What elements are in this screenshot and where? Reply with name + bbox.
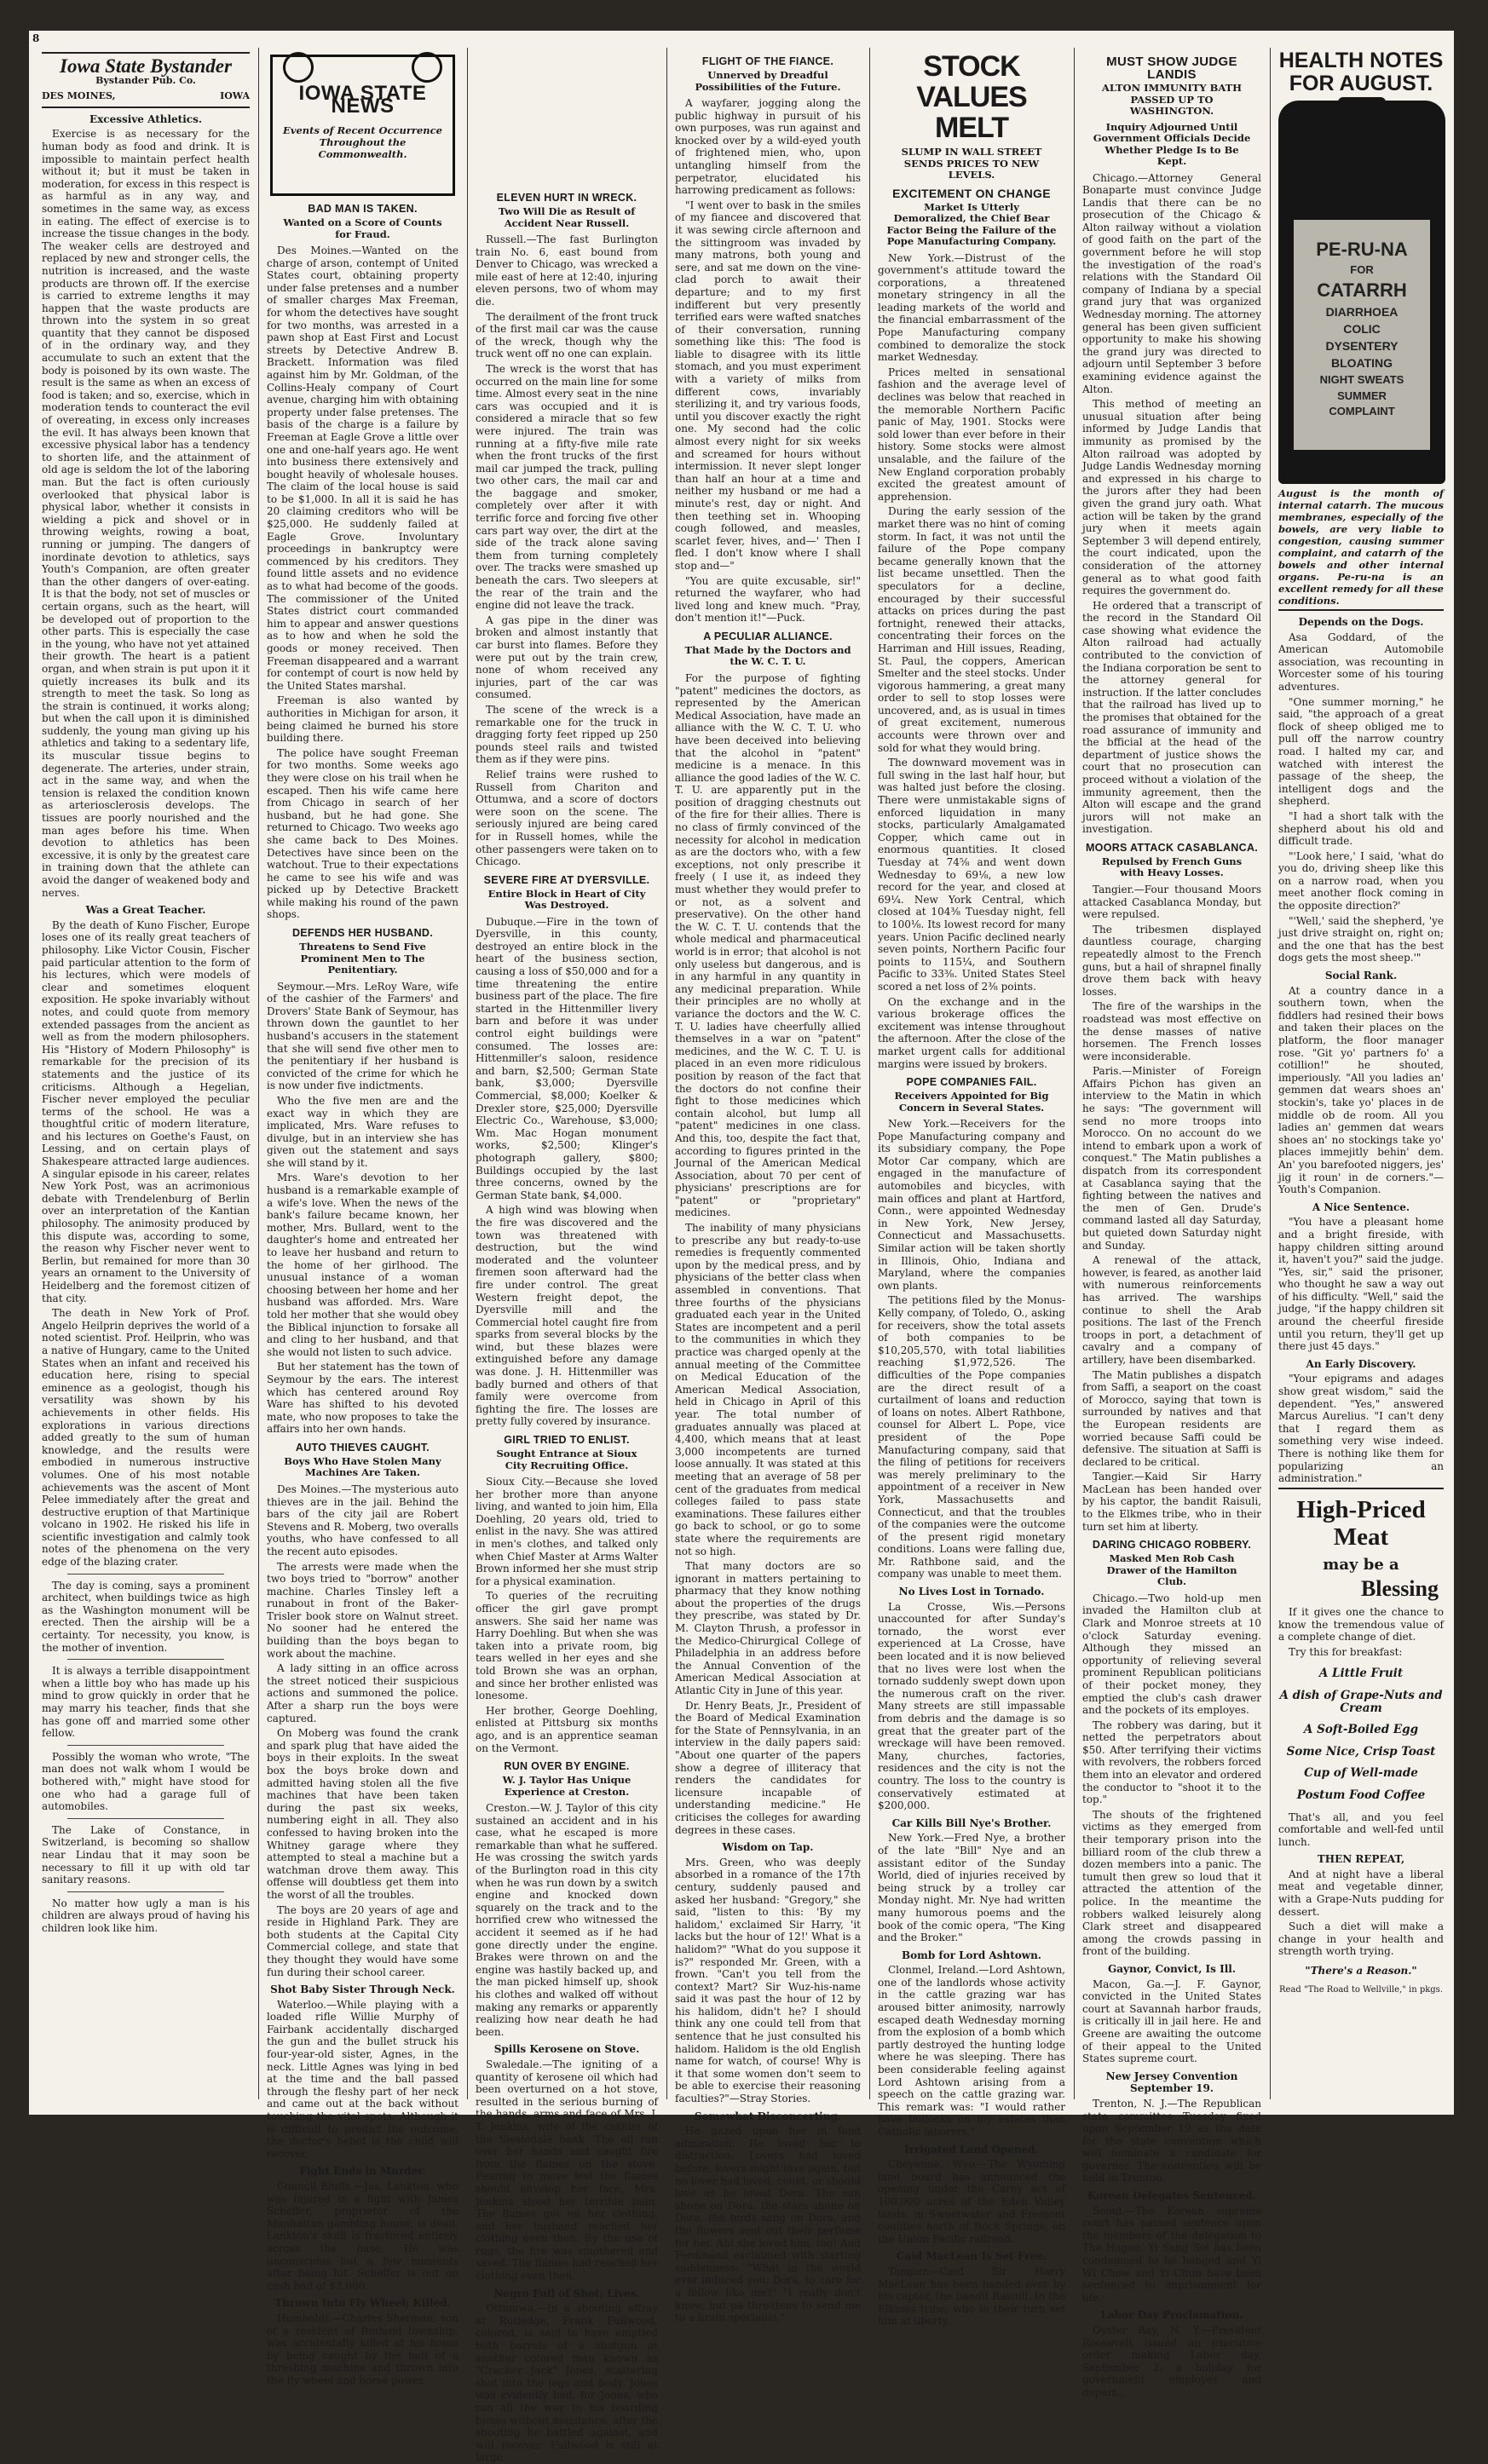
- article-deck: Sought Entrance at Sioux City Recruiting Office.: [496, 1448, 637, 1471]
- article-deck: ALTON IMMUNITY BATH PASSED UP TO WASHINGTON.: [1101, 82, 1243, 117]
- article-headline: Social Rank.: [1324, 970, 1398, 982]
- article-paragraph: That many doctors are so ignorant in matters pertaining to pharmacy that they know nothing about the properties of the drugs they prescribe, was stated by Dr. M. Clayton Thrush, a professor in the Medico-Chirurgical College of Philadelphia in an address before the Annual Convention of the American Medical Association at Atlantic City in June of this year.: [675, 1560, 861, 1697]
- article-headline: Irrigated Land Opened.: [904, 2143, 1039, 2156]
- divider: [67, 1574, 224, 1575]
- article-headline: RUN OVER BY ENGINE.: [504, 1760, 630, 1773]
- menu-item: Cup of Well-made: [1304, 1766, 1418, 1781]
- divider: [1278, 609, 1444, 611]
- iowa-state-news-banner: [270, 55, 455, 196]
- article-headline: Korean Delegates Sentenced.: [1087, 2190, 1256, 2202]
- scroll-ornament-icon: [283, 52, 314, 83]
- ad-paragraph: Try this for breakfast:: [1289, 1645, 1403, 1658]
- article-paragraph: The day is coming, says a prominent architect, when buildings twice as high as the Washington monument will be erected. Then the airship will be a certainty. Tor necessity, you know, is the mother of invention.: [42, 1579, 250, 1654]
- article-deck: Market Is Utterly Demoralized, the Chief Bear Factor Being the Failure of the Pope Manufacturing Company.: [886, 200, 1057, 247]
- divider: [67, 1818, 224, 1819]
- grape-nuts-ad-blessing: Blessing: [1360, 1576, 1439, 1602]
- article-paragraph: On Moberg was found the crank and spark plug that have aided the boys in their exploits. In the sweat box the boys broke down and admitted having stolen all the five machines that have been taken during the past six weeks, numbering eight in all. They also confessed to having broken into the Whitney garage where they attempted to steal a machine but a watchman drove them away. This offense will doubtless get them into the worst of all the troubles.: [267, 1727, 459, 1901]
- article-headline: FLIGHT OF THE FIANCE.: [701, 55, 834, 67]
- column-2: [259, 49, 466, 2386]
- bottle-label-line: COLIC: [1343, 322, 1381, 336]
- article-headline: Shot Baby Sister Through Neck.: [270, 1983, 455, 1996]
- article-paragraph: The boys are 20 years of age and reside in Highland Park. They are both students at the Capital City Commercial college, and state that they thought they would have some fun during their school career.: [267, 1903, 459, 1978]
- article-paragraph: Trenton, N. J.—The Republican state committee Tuesday fixed upon September 19 as the date for the state convention which will nominate a candidate for governor. The convention will be held in Trenton.: [1082, 2097, 1261, 2185]
- article-paragraph: La Crosse, Wis.—Persons unaccounted for after Sunday's tornado, the worst ever experienced at La Crosse, have been located and it is now believed that no lives were lost when the tornado suddenly swept down upon the numerous craft on the river. Many streets are still impassable from debris and the damage is so great that the greater part of the wreckage will have been removed. Many, churches, factories, residences and the city is not the country. The loss to the country is conservatively estimated at $200,000.: [878, 1600, 1065, 1812]
- article-paragraph: Relief trains were rushed to Russell from Chariton and Ottumwa, and a score of doctors were soon on the scene. The seriously injured are being cared for in Russell homes, while the other passengers were taken on to Chicago.: [476, 768, 658, 868]
- ad-repeat: THEN REPEAT,: [1317, 1853, 1405, 1866]
- article-paragraph: The petitions filed by the Monus-Kelly company, of Toledo, O., asking for receivers, show the total assets of both companies to be $10,205,570, with total liabilities reaching $1,972,526. The difficulties of the Pope companies are the direct result of a curtailment of loans and reduction of loans on notes. Albert Rathbone, counsel for Albert L. Pope, vice president of the Pope Manufacturing company, said that the filing of petitions for receivers was merely preliminary to the appointment of a receiver in New York, Massachusetts and Connecticut, and that the troubles of the companies were the outcome of the present rigid monetary conditions. Loans were falling due, Mr. Rathbone said, and the company was unable to meet them.: [878, 1294, 1065, 1580]
- article-paragraph: Prices melted in sensational fashion and the average level of declines was below that reached in the memorable Northern Pacific panic of May, 1901. Stocks were sold lower than ever before in their history. Some stocks were almost unsalable, and the failure of the New England corporation probably excited the greatest amount of apprehension.: [878, 366, 1065, 503]
- article-headline: Wisdom on Tap.: [722, 1841, 814, 1854]
- bottle-neck: [1338, 97, 1386, 165]
- scroll-ornament-icon: [412, 52, 442, 83]
- grape-nuts-ad-title: High-Priced Meat: [1296, 1495, 1426, 1551]
- article-headline: Fight Ends in Murder.: [299, 2165, 426, 2178]
- divider: [67, 1659, 224, 1660]
- article-paragraph: "You are quite excusable, sir!" returned the wayfarer, who had lived long and knew much. "Pray, don't mention it!"—Puck.: [675, 574, 861, 625]
- article-paragraph: Her brother, George Doehling, enlisted at Pittsburg six months ago, and is an apprentice seaman on the Vermont.: [476, 1704, 658, 1754]
- article-paragraph: The downward movement was in full swing in the last half hour, but was halted just before the closing. There were unmistakable signs of enforced liquidation in many stocks, particularly Amalgamated Copper, which came out in enormous quantities. It closed Tuesday at 74⅝ and went down Wednesday to 69⅛, a new low record for the year, and closed at 69¼. New York Central, which closed at 104⅜ Tuesday night, fell to 100⅛. Its lowest record for many years. Union Pacific declined nearly seven points, Northern Pacific four points to 115¼, and Southern Pacific to 33⅜. United States Steel scored a net loss of 2⅜ points.: [878, 757, 1065, 993]
- divider: [67, 1745, 224, 1746]
- article-paragraph: "I went over to bask in the smiles of my fiancee and discovered that it was sewing circle afternoon and the sittingroom was invaded by many matrons, both young and sere, and sat me down on the vine-clad porch to await their departure; and to my first indifferent but very presently terrified ears were wafted snatches of their conversation, running something like this: 'The food is liable to disagree with its little stomach, and you must experiment with a variety of milks from different cows, invariably sterilizing it, and try various foods, until you discover exactly the right one. My second had the colic almost every night for six weeks and screamed for hours without intermission. It never slept longer than half an hour at a time and neither my husband or me had a minute's rest, day or night. And then teething set in. Whooping cough followed, and measles, scarlet fever, hives, and—' Then I fled. I don't know where I shall stop and—": [675, 199, 861, 572]
- article-paragraph: On the exchange and in the various brokerage offices the excitement was intense throughout the afternoon. After the close of the market urgent calls for additional margins were issued by brokers.: [878, 995, 1065, 1070]
- article-paragraph: A high wind was blowing when the fire was discovered and the town was threatened with destruction, but the wind moderated and the volunteer firemen soon afterward had the fire under control. The great Western freight depot, the Dyersville mill and the Commercial hotel caught fire from sparks from several blocks by the wind, but these blazes were extinguished before any damage was done. J. H. Hittenmiller was badly burned and others of that family were overcome from fighting the fire. The losses are pretty fully covered by insurance.: [476, 1204, 658, 1428]
- article-headline: BAD MAN IS TAKEN.: [308, 203, 418, 215]
- article-deck: SLUMP IN WALL STREET SENDS PRICES TO NEW LEVELS.: [901, 146, 1042, 181]
- article-paragraph: "Your epigrams and adages show great wisdom," said the dependent. "Yes," answered Marcus Aurelius. "I can't deny that I regard them as something very wise indeed. There is nothing like them for popularizing an administration.": [1278, 1373, 1444, 1485]
- article-paragraph: Macon, Ga.—J. F. Gaynor, convicted in the United States court at Savannah harbor frauds, is critically ill in jail here. He and Greene are awaiting the outcome of their appeal to the United States supreme court.: [1082, 1978, 1261, 2065]
- article-paragraph: By the death of Kuno Fischer, Europe loses one of its really great teachers of philosophy. Like Victor Cousin, Fischer paid particular attention to the form of his lectures, which were models of clear and sometimes eloquent exposition. He spoke invariably without notes, and could quote from memory extended passages from the ancient as well as from the modern philosophers. His "History of Modern Philosophy" is remarkable for the precision of its statements and the justice of its criticisms. Although a Hegelian, Fischer never employed the peculiar terms of the school. He was a thoughtful critic of modern literature, and his lectures on Goethe's Faust, on Lessing, and on certain plays of Shakespeare attracted large audiences. A singular episode in his career, relates New York Post, was an acrimonious debate with Trendelenburg of Berlin over an interpretation of the Kantian philosophy. The animosity produced by this dispute was, according to some, the reason why Fischer never went to Berlin, but remained for more than 30 years an ornament to the University of Heidelberg and the foremost citizen of that city.: [42, 918, 250, 1304]
- column-5: [870, 49, 1073, 2328]
- article-headline: Caid MacLean Is Set Free.: [896, 2250, 1047, 2263]
- article-paragraph: New York.—Receivers for the Pope Manufacturing company and its subsidiary company, the Pope Motor Car company, which are engaged in the manufacture of automobiles and bicycles, with main offices and plant at Hartford, Conn., were appointed Wednesday in New York, New Jersey, Connecticut and Massachusetts. Similar action will be taken shortly in Illinois, Ohio, Indiana and Maryland, where the companies own plants.: [878, 1118, 1065, 1292]
- article-paragraph: The shouts of the frightened victims as they emerged from their temporary prison into the billiard room of the club threw a dozen members into a panic. The tumult then grew so loud that it attracted the attention of the police. In the meantime the robbers walked leisurely along Clark street and disappeared among the crowds passing in front of the building.: [1082, 1808, 1261, 1958]
- ad-headline: HEALTH NOTES FOR AUGUST.: [1278, 49, 1444, 95]
- column-4: [667, 49, 868, 2324]
- article-paragraph: To queries of the recruiting officer the girl gave prompt answers. She said her name was Harry Doehling. But when she was taken into a private room, big tears welled in her eyes and she told Brown she was an orphan, and since her brother enlisted was lonesome.: [476, 1590, 658, 1702]
- article-paragraph: Dr. Henry Beats, Jr., President of the Board of Medical Examination for the State of Pennsylvania, in an interview in the daily papers said: "About one quarter of the papers show a degree of illiteracy that renders the candidates for licensure incapable of understanding medicine." He criticises the colleges for awarding degrees in these cases.: [675, 1699, 861, 1836]
- article-paragraph: The Lake of Constance, in Switzerland, is becoming so shallow near Lindau that it may soon be necessary to fill it up with old tar sanitary reasons.: [42, 1823, 250, 1886]
- article-headline: GIRL TRIED TO ENLIST.: [504, 1434, 630, 1447]
- article-paragraph: A gas pipe in the diner was broken and almost instantly that car burst into flames. Before they were put out by the train crew, none of whom received any injuries, part of the car was consumed.: [476, 613, 658, 701]
- article-paragraph: The police have sought Freeman for two months. Some weeks ago they were close on his trail when he escaped. Then his wife came here from Chicago in search of her husband, but he had gone. She returned to Chicago. Two weeks ago she came back to Des Moines. Detectives have since been on the watchout. True to their expectations he came to see his wife and was picked up by Detective Brackett while making his round of the pawn shops.: [267, 746, 459, 921]
- bottle-label-line: CATARRH: [1317, 279, 1407, 301]
- article-paragraph: Exercise is as necessary for the human body as food and drink. It is impossible to maintain perfect health without it; but it must be taken in moderation, for excess in this respect is as harmful as in any way, and sometimes in the same way, as excess in eating. The effect of exercise is to increase the tissue changes in the body. The weaker cells are destroyed and replaced by new and stronger cells, the nutrition is increased, and the waste products are thrown off. If the exercise is carried to extreme lengths it may happen that the waste products are thrown into the system in so great quantity that they cannot be disposed of in the ordinary way, and they accumulate to such an extent that the body is poisoned by its own waste. The result is the same as when an excess of food is taken; and so, exercise, which in moderation tends to counteract the evil of overeating, in excess only increases the evil. It has always been known that excessive physical labor has a tendency to shorten life, and the attainment of old age is seldom the lot of the laboring man. But the fact is often curiously overlooked that physical labor is physical labor, whether it consists in wielding a pick and shovel or in throwing weights, rowing a boat, running or jumping. The dangers of inordinate devotion to athletics, says Youth's Companion, are often greater than the other dangers of over-eating. It is that the body, not set of muscles or certain organs, such as the heart, will be developed out of proportion to the other parts. This is especially the case in the young, who have not yet attained their growth. The heart is a patient organ, and when strain is put upon it it quietly increases its bulk and its strength to meet the task. So long as the strain is continued, it works along; but when the call upon it is diminished suddenly, the young man giving up his athletics and taking to a sedentary life, its muscular tissue begins to degenerate. The arteries, under strain, act in the same way, and when the tension is relaxed the condition known as arteriosclerosis develops. The tissues are poorly nourished and the man ages before his time. When devotion to athletics has been excessive, it is only by the greatest care in training down that the athlete can avoid the danger of weakened body and nerves.: [42, 128, 250, 899]
- article-headline: SEVERE FIRE AT DYERSVILLE.: [483, 873, 650, 886]
- masthead-state: IOWA: [220, 90, 250, 102]
- banner-spacer: [476, 49, 658, 186]
- bottle-label-line: PE-RU-NA: [1316, 239, 1408, 260]
- article-paragraph: Ottumwa.—In a shooting affray at Rutledge, Frank Fullwood, colored, is said to have emptied both barrels of a shotgun at another colored man known as "Cracker Jack" Jones, scattering shot into the legs and body. Jones was evidently bad, for Jones, who ran all the way to his boarding house without assistance, after the shooting he battled against, and will recover. Fullwood is still at large.: [476, 2302, 658, 2464]
- article-paragraph: The robbery was daring, but it netted the perpetrators about $50. After terrifying their victims with revolvers, the robbers forced them into an elevator and ordered the conductor to "shoot it to the top.": [1082, 1718, 1261, 1806]
- article-deck: Repulsed by French Guns with Heavy Losses.: [1101, 855, 1243, 879]
- article-paragraph: Chicago.—Two hold-up men invaded the Hamilton club at Clark and Monroe streets at 10 o'clock Saturday evening. Although they missed an opportunity of relieving several prominent Republican politicians of their pocket money, they emptied the club's cash drawer and the pockets of its employes.: [1082, 1592, 1261, 1717]
- article-headline: New Jersey Convention September 19.: [1105, 2070, 1238, 2095]
- article-headline: Labor Day Proclamation.: [1100, 2309, 1243, 2322]
- article-headline: MUST SHOW JUDGE LANDIS: [1106, 55, 1237, 82]
- bottle-label-line: SUMMER: [1337, 389, 1387, 402]
- article-paragraph: "'Well,' said the shepherd, 'ye just drive straight on, right on; and the one that has the best dogs gets the most sheep.'": [1278, 914, 1444, 964]
- divider: [67, 1891, 224, 1892]
- article-paragraph: Waterloo.—While playing with a loaded rifle Willie Murphy of Fairbank accidentally discharged the gun and the bullet struck his four-year-old sister, Agnes, in the neck. Little Agnes was lying in bed at the time and the ball passed through the fleshy part of her neck and came out at the back without touching the vital spots. Although it is difficult to predict the outcome, the doctor's belief is the child will recover.: [267, 1998, 459, 2160]
- article-headline: Thrown Into Fly Wheel; Killed.: [274, 2297, 451, 2310]
- bottle-label-line: DIARRHOEA: [1325, 305, 1399, 319]
- article-headline: POPE COMPANIES FAIL.: [906, 1076, 1037, 1089]
- article-deck: That Made by the Doctors and the W. C. T. U.: [684, 643, 851, 668]
- article-paragraph: "One summer morning," he said, "the approach of a great flock of sheep obliged me to pull off the narrow country road. I halted my car, and watched with interest the passage of the sheep, the intelligent dogs and the shepherd.: [1278, 695, 1444, 808]
- article-deck: Inquiry Adjourned Until Government Officials Decide Whether Pledge Is to Be Kept.: [1093, 120, 1251, 167]
- bottle-label-line: FOR: [1350, 263, 1374, 276]
- divider: [42, 107, 250, 108]
- article-paragraph: Russell.—The fast Burlington train No. 6, east bound from Denver to Chicago, was wrecked a mile east of here at 12:40, injuring eleven persons, two of whom may die.: [476, 233, 658, 308]
- article-paragraph: New York.—Distrust of the government's attitude toward the corporations, a threatened monetary stringency in all the leading markets of the world and the financial embarrassment of the Pope Manufacturing company combined to demoralize the stock market Wednesday.: [878, 251, 1065, 364]
- article-paragraph: "I had a short talk with the shepherd about his old and difficult trade.: [1278, 809, 1444, 848]
- article-subhead: EXCITEMENT ON CHANGE: [892, 186, 1051, 200]
- article-paragraph: The wreck is the worst that has occurred on the main line for some time. Almost every seat in the nine cars was occupied and it is considered a miracle that so few were injured. The train was running at a fifty-five mile rate when the front trucks of the first mail car jumped the track, pulling two other cars, the mail car and the baggage and smoker, completely over after it with terrific force and forcing five other cars part way over, the dirt at the side of the track alone saving them from turning completely over. The tracks were smashed up beneath the cars. Two sleepers at the rear of the train and the engine did not leave the track.: [476, 362, 659, 612]
- article-paragraph: The arrests were made when the two boys tried to "borrow" another machine. Charles Tinsley left a runabout in front of the Baker-Trisler book store on Walnut street. No sooner had he entered the building than the boys began to work about the machine.: [267, 1560, 459, 1660]
- ad-footer: Read "The Road to Wellville," in pkgs.: [1279, 1984, 1443, 1995]
- article-headline: AUTO THIEVES CAUGHT.: [295, 1441, 430, 1454]
- banner-tagline: Events of Recent Occurrence Throughout the Commonwealth.: [283, 124, 442, 161]
- article-paragraph: He ordered that a transcript of the record in the Standard Oil case showing what evidence the Alton railroad had actually contributed to the conviction of the Indiana corporation be sent to the attorney general for instruction. If the latter concludes that the railroad has lived up to the promises that obtained for the road assurance of immunity and the bfficial at the head of the department of justice shows the court that no prosecution can proceed without a violation of the immunity agreement, then the Alton will escape and the grand jurors will not make an investigation.: [1082, 599, 1261, 836]
- article-headline: Was a Great Teacher.: [85, 904, 206, 917]
- column-7: [1271, 49, 1451, 2101]
- article-deck: Boys Who Have Stolen Many Machines Are Taken.: [284, 1454, 441, 1479]
- article-paragraph: Mrs. Green, who was deeply absorbed in a romance of the 17th century, suddenly paused and asked her husband: "Gregory," she said, "listen to this: 'By my halidom,' exclaimed Sir Harry, 'it lacks but the hour of 12!' What is a halidom?" "What do you suppose it is?" responded Mr. Green, with a frown. "Can't you tell from the context? Mart? Sir Wuz-his-name said it was past the hour of 12 by his halidom, didn't he? I should think any one could tell from that sentence that he just consulted his halidom. Halidom is the old English name for watch, of course! Why is it that some women don't seem to be able to exercise their reasoning faculties?"—Stray Stories.: [675, 1856, 861, 2105]
- article-headline: Bomb for Lord Ashtown.: [902, 1949, 1041, 1961]
- article-paragraph: A lady sitting in an office across the street noticed their suspicious actions and summoned the police. After a sharp run the boys were captured.: [267, 1662, 459, 1724]
- article-paragraph: This method of meeting an unusual situation after being informed by Judge Landis that immunity as promised by the Alton railroad was adopted by Judge Landis Wednesday morning and expressed in his charge to the jurors after they had been given the grand jury oath. What action will be taken by the grand jury when it meets again September 3 will depend entirely, the court indicated, upon the consideration of the attorney general as to what good faith requires the government do.: [1082, 398, 1261, 597]
- article-paragraph: At a country dance in a southern town, when the fiddlers had resined their bows and taken their places on the platform, the floor manager rose. "Git yo' partners fo' a cotillion!" he shouted, imperiously. "All you ladies an' gemmen dat wears shoes an' stockin's, take yo' places in de middle ob de room. All you ladies an' gemmen dat wears shoes an' no stockings take yo' places immejitly behin' dem. An' you barefooted niggers, jes' jig it roun' in de corners."—Youth's Companion.: [1278, 984, 1444, 1196]
- article-paragraph: Clonmel, Ireland.—Lord Ashtown, one of the landlords whose activity in the cattle grazing war has aroused bitter animosity, narrowly escaped death Wednesday morning from the explosion of a bomb which partly destroyed the hunting lodge where he was sleeping. There has been considerable feeling against Lord Ashtown arising from a speech on the cattle grazing war. This remark was: "I would rather have bullocks on my estates than Catholic laborers.": [878, 1964, 1065, 2138]
- article-paragraph: Seoul.—The Korean supreme court has passed sentence upon the members of the delegation to The Hague. Yi Sang Sol has been condemned to be hanged and Yi Wi Chow and Yi Chun have been sentenced to imprisonment for life.: [1082, 2204, 1261, 2304]
- article-paragraph: For the purpose of fighting "patent" medicines the doctors, as represented by the American Medical Association, have made an alliance with the W. C. T. U. who have been deceived into believing that the alcohol in "patent" medicine is a menace. In this alliance the good ladies of the W. C. T. U. are apparently put in the position of dragging chestnuts out of the fire for their allies. There is no class of firmly convinced of the necessity for alcohol in medication as are the doctors who, with a few exceptions, not only prescribe it freely ( I use it, as indeed they must whether they would prefer to or not, as a solvent and preservative). On the other hand the W. C. T. U. contends that the whole medical and pharmaceutical world is in error; that alcohol is not only useless but dangerous, and is in any harmful in any quantity in any medicinal preparation. While their principles are no wholly at variance the doctors and the W. C. T. U. ladies have cheerfully allied themselves in a war on "patent" medicines, and the W. C. T. U. is placed in an even more ridiculous position by reason of the fact that the doctors do not confine their fight to those medicines which contain alcohol, but lump all "patent" medicines in one class. And this, too, despite the fact that, according to figures printed in the Journal of the American Medical Association, about 70 per cent of physicians' prescriptions are for "patent" or "proprietary" medicines.: [675, 671, 861, 1219]
- menu-item: A dish of Grape-Nuts and Cream: [1279, 1688, 1443, 1715]
- article-paragraph: The tribesmen displayed dauntless courage, charging repeatedly almost to the French guns, but a hail of shrapnel finally drove them back with heavy losses.: [1082, 923, 1261, 998]
- article-paragraph: Swaledale.—The igniting of a quantity of kerosene oil which had been overturned on a hot stove, resulted in the serious burning of the hands, arms and face of Mrs. J. T. Jenkins, wife of the cashier of the Swaledale bank. The oil ran over her hands and caught fire from the flames on the stove. Fearing to move lest the flames should envelop her face, Mrs. Jenkins stood her terrible pain. The flames got on her clothing, and her husband reached her clothing even then. By the use of rugs, the fire was smothered and saved. The flames had reached her clothing even then.: [476, 2058, 658, 2283]
- article-paragraph: Who the five men are and the exact way in which they are implicated, Mrs. Ware refuses to divulge, but in an interview she has given out the statement and says she will stand by it.: [267, 1094, 459, 1169]
- masthead-publisher: Bystander Pub. Co.: [95, 74, 196, 86]
- newspaper-page: [29, 31, 1454, 2464]
- article-paragraph: A wayfarer, jogging along the public highway in pursuit of his own purposes, was run against and knocked over by a wild-eyed youth of frightened mien, who, upon untangling himself from the perpetrator, elucidated his harrowing predicament as follows:: [675, 97, 861, 197]
- article-deck: Threatens to Send Five Prominent Men to The Penitentiary.: [299, 941, 426, 976]
- grape-nuts-ad-subtitle: may be a: [1323, 1555, 1399, 1574]
- article-paragraph: Des Moines.—Wanted on the charge of arson, contempt of United States court, obtaining property under false pretenses and a number of smaller charges Max Freeman, for whom the detectives have sought for two months, was arrested in a pawn shop at East First and Locust streets by Detective Andrew B. Brackett. Information was filed against him by Mr. Goldman, of the Collins-Healy company of Court avenue, charging him with obtaining property under false pretenses. The basis of the charge is a failure by Freeman at Eagle Grove a little over one and one-half years ago. He went into business there extensively and bought heavily of wholesale houses. The claim of the local house is said to be $1,000. In all it is said he has 20 claiming creditors who will be $25,000. He suddenly failed at Eagle Grove. Involuntary proceedings in bankruptcy were commenced by his creditors. They found little assets and no evidence as to what had become of the goods. The commissioner of the United States district court commanded him to appear and answer questions as to how and when he sold the goods or money received. Then Freeman disappeared and a warrant for contempt of court is now held by the United States marshal.: [267, 245, 459, 692]
- article-paragraph: It is always a terrible disappointment when a little boy who has made up his mind to grow quickly in order that he may marry his teacher, finds that she has gone off and married some other fellow.: [42, 1665, 250, 1740]
- article-paragraph: Tangier.—Four thousand Moors attacked Casablanca Monday, but were repulsed.: [1082, 883, 1261, 921]
- article-headline: DEFENDS HER HUSBAND.: [291, 927, 434, 940]
- article-deck: W. J. Taylor Has Unique Experience at Creston.: [502, 1774, 632, 1798]
- article-headline: Spills Kerosene on Stove.: [493, 2043, 640, 2056]
- article-headline: Depends on the Dogs.: [1298, 616, 1424, 628]
- masthead-title: Iowa State Bystander: [60, 55, 232, 77]
- article-paragraph: Seymour.—Mrs. LeRoy Ware, wife of the cashier of the Farmers' and Drovers' State Bank of Seymour, has thrown down the gauntlet to her husband's accusers in the statement that she will send five other men to the penitentiary if her husband is convicted of the crime for which he is now under five indictments.: [267, 980, 459, 1092]
- article-paragraph: The fire of the warships in the roadstead was most effective on the dense masses of native horsemen. The French losses were inconsiderable.: [1082, 1000, 1261, 1062]
- peruna-bottle-illustration: [1278, 101, 1445, 484]
- article-paragraph: Tangier.—Caid Sir Harry MacLean has been handed over by his captor, the bandit Raisuli, to the Elkmes tribe, who in their turn set him at liberty.: [878, 2265, 1065, 2328]
- bottle-label-line: DYSENTERY: [1325, 339, 1399, 353]
- article-deck: Entire Block in Heart of City Was Destroyed.: [487, 887, 646, 912]
- menu-item: A Little Fruit: [1318, 1667, 1404, 1681]
- masthead-city: DES MOINES,: [42, 90, 116, 102]
- article-paragraph: "'Look here,' I said, 'what do you do, driving sheep like this on a narrow road, when you meet another flock coming in the opposite direction?': [1278, 849, 1444, 912]
- article-paragraph: Possibly the woman who wrote, "The man does not walk whom I would be bothered with," might have stood for one who had a garage full of automobiles.: [42, 1750, 250, 1813]
- ad-reason: "There's a Reason.": [1305, 1965, 1417, 1978]
- ad-caption: August is the month of internal catarrh. The mucous membranes, especially of the bowels, are very liable to congestion, causing summer complaint, and catarrh of the bowels and other internal organs. Pe-ru-na is an excellent remedy for all these conditions.: [1278, 487, 1444, 607]
- divider: [42, 52, 250, 54]
- bottle-label-line: BLOATING: [1330, 356, 1393, 370]
- article-headline: Negro Full of Shot; Lives.: [493, 2287, 640, 2300]
- column-1: [34, 49, 257, 2101]
- menu-item: A Soft-Boiled Egg: [1303, 1723, 1419, 1737]
- article-paragraph: A renewal of the attack, however, is feared, as another laid with numerous reinforcements has arrived. The warships continue to shell the Arab positions. The last of the French troops in port, a detachment of cavalry and a company of artillery, have been disembarked.: [1082, 1254, 1261, 1366]
- bottle-label: [1294, 220, 1430, 450]
- article-paragraph: Sioux City.—Because she loved her brother more than anyone living, and wanted to join him, Ella Doehling, 20 years old, tried to enlist in the navy. She was attired in men's clothes, and talked only when Chief Master at Arms Walter Brown informed her she must strip for a physical examination.: [476, 1476, 658, 1587]
- article-paragraph: But her statement has the town of Seymour by the ears. The interest which has centered around Roy Ware has shifted to his devoted mate, who now proposes to take the affairs into her own hands.: [267, 1361, 459, 1436]
- bottle-label-line: NIGHT SWEATS: [1319, 373, 1404, 386]
- article-paragraph: Cheyenne, Wyo.—The Wyoming land board has announced the opening under the Carey act of 100,000 acres of the Eden Valley lands, in Sweetwater and Fremont counties north of Rock Springs, on the Union Pacific railroad.: [878, 2158, 1065, 2245]
- article-paragraph: Mrs. Ware's devotion to her husband is a remarkable example of a wife's love. When the news of the bank's failure became known, her mother, Mrs. Bullard, went to the daughter's home and entreated her to leave her husband and return to the home of her girlhood. The unusual instance of a woman choosing between her home and her husband was afforded. Mrs. Ware told her mother that she would obey the Biblical injunction to forsake all and cling to her husband, and that she would not listen to such advice.: [267, 1172, 459, 1358]
- main-headline: STOCK VALUES MELT: [916, 50, 1027, 144]
- page-number: 8: [32, 32, 40, 44]
- divider: [1278, 1488, 1444, 1489]
- article-paragraph: The Matin publishes a dispatch from Saffi, a seaport on the coast of Morocco, saying that town is surrounded by natives and that the European residents are worried because Saffi could be defensive. The situation at Saffi is declared to be critical.: [1082, 1368, 1261, 1468]
- ad-paragraph: If it gives one the chance to know the tremendous value of a complete change of diet.: [1278, 1605, 1444, 1644]
- banner-title: IOWA STATE NEWS: [298, 82, 427, 118]
- article-paragraph: Oyster Bay, N. Y.—President Roosevelt issued an executive order making Labor day, September 2, a holiday for government employes and depart...: [1082, 2324, 1261, 2398]
- ad-paragraph: And at night have a liberal meat and vegetable dinner, with a Grape-Nuts pudding for dessert.: [1278, 1868, 1444, 1918]
- article-headline: Car Kills Bill Nye's Brother.: [891, 1816, 1052, 1829]
- article-paragraph: The scene of the wreck is a remarkable one for the truck in dragging forty feet ripped up 250 pounds steel rails and twisted them as if they were pins.: [476, 703, 658, 766]
- article-paragraph: The inability of many physicians to prescribe any but ready-to-use remedies is frequently commented upon by the medical press, and by physicians of the better class when assembled in conventions. That three fourths of the physicians graduated each year in the United States are incompetent and a peril to the communities in which they practice was charged openly at the annual meeting of the Committee on Medical Education of the American Medical Association, held in Chicago in April of this year. The total number of graduates annually was placed at 4,400, which means that at least 3,000 incompetents are turned loose annually. It was stated at this meeting that an average of 58 per cent of the graduates from medical colleges failed to pass state examinations. These failures either go back to school, or go to some state where the requirements are not so high.: [675, 1222, 861, 1557]
- article-deck: Masked Men Rob Cash Drawer of the Hamilton Club.: [1106, 1552, 1237, 1588]
- article-headline: An Early Discovery.: [1306, 1357, 1416, 1370]
- menu-item: Some Nice, Crisp Toast: [1286, 1744, 1436, 1759]
- article-paragraph: New York.—Fred Nye, a brother of the late "Bill" Nye and an assistant editor of the Sunday World, died of injuries received by being struck by a trolley car Monday night. Mr. Nye had written many humorous poems and the book of the comic opera, "The King and the Broker.": [878, 1832, 1065, 1944]
- article-paragraph: Freeman is also wanted by authorities in Michigan for arson, it being claimed he burned his store building there.: [267, 694, 459, 745]
- menu-item: Postum Food Coffee: [1296, 1788, 1426, 1802]
- article-headline: Gaynor, Convict, Is Ill.: [1108, 1962, 1236, 1975]
- ad-paragraph: That's all, and you feel comfortable and well-fed until lunch.: [1278, 1811, 1444, 1848]
- article-paragraph: Chicago.—Attorney General Bonaparte must convince Judge Landis that there can be no prosecution of the Chicago & Alton railway without a violation of good faith on the part of the government before he will stop the investigation of the road's relations with the Standard Oil company of Indiana by a special grand jury that was organized Wednesday morning. The attorney general has been given sufficient opportunity to make his showing the grand jury was directed to adjourn until September 3 before examining evidence against the Alton.: [1082, 171, 1261, 395]
- article-headline: A PECULIAR ALLIANCE.: [703, 630, 833, 642]
- ad-paragraph: Such a diet will make a change in your health and strength worth trying.: [1278, 1920, 1444, 1958]
- article-headline: MOORS ATTACK CASABLANCA.: [1085, 841, 1259, 854]
- article-paragraph: Dubuque.—Fire in the town of Dyersville, in this county, destroyed an entire block in the heart of the business section, causing a loss of $50,000 and for a time threatening the entire business part of the place. The fire started in the Hittenmiller livery barn and before it was under control eight buildings were consumed. The losses are: Hittenmiller's saloon, residence and barn, $2,500; German State bank, $3,000; Dyersville Commercial, $8,000; Koelker & Drexler store, $25,000; Dyersville Electric Co., Warehouse, $3,000; Wm. Mac Hogan monument works, $2,500; Klinger's photograph gallery, $800; Buildings occupied by the last three concerns, owned by the German State bank, $4,000.: [476, 915, 658, 1201]
- bottle-label-line: COMPLAINT: [1329, 405, 1395, 417]
- article-paragraph: No matter how ugly a man is his children are always proud of having his children look like him.: [42, 1897, 250, 1934]
- article-deck: Receivers Appointed for Big Concern in Several States.: [894, 1090, 1049, 1114]
- article-paragraph: Humboldt.—Charles Sherman, son of a resident of Rutland township, was accidentally killed at his home by being caught by the belt of a threshing machine and thrown into the fly wheel and horse power.: [267, 2311, 459, 2386]
- article-paragraph: The derailment of the front truck of the first mail car was the cause of the wreck, though why the truck went off no one can explain.: [476, 310, 658, 360]
- article-paragraph: The death in New York of Prof. Angelo Heilprin deprives the world of a noted scientist. Prof. Heilprin, who was a native of Hungary, came to the United States when an infant and received his education here, rising to special eminence as a geologist, though his versatility was shown by his achievements in other fields. His explorations in various directions added greatly to the sum of human knowledge, and the results were embodied in numerous instructive volumes. One of his most notable achievements was the ascent of Mont Pelee immediately after the great and destructive eruption of that Martinique volcano in 1902. He risked his life in scientific investigation and calmly took notes of the phenomena on the very edge of the blazing crater.: [42, 1307, 250, 1569]
- article-paragraph: During the early session of the market there was no hint of coming storm. In fact, it was not until the failure of the Pope company became generally known that the list became unsettled. Then the speculators for a decline, encouraged by their successful attacks on prices during the past fortnight, renewed their attacks, concentrating their forces on the Harriman and Hill issues, Reading, St. Paul, the coppers, American Smelter and the steel stocks. Under vigorous hammering, a great many order to sell to stop losses were uncovered, and, as is usual in times of great excitement, numerous accounts were thrown over and sold for what they would bring.: [878, 505, 1065, 754]
- article-headline: Excessive Athletics.: [89, 112, 202, 125]
- article-paragraph: "You have a pleasant home and a bright fireside, with happy children sitting around it, haven't you?" said the judge. "Yes, sir," said the prisoner, who thought he saw a way out of his difficulty. "Well," said the judge, "if the happy children sit around the cheerful fireside until you return, they'll get up there just 45 days.": [1278, 1216, 1444, 1353]
- article-paragraph: Council Bluffs.—Jas. Lankton, who was injured in a fight with James Scheffer, proprietor of the Manhattan gambling house, is dead. Lankton's skull is fractured entirely across the base. He was unconscious but a few moments after being hit. Scheffer is out on cash bail of $2,000.: [267, 2180, 459, 2292]
- article-paragraph: Des Moines.—The mysterious auto thieves are in the jail. Behind the bars of the city jail are Robert Stevens and R. Moberg, two overalls youths, who have confessed to all the recent auto episodes.: [267, 1482, 459, 1557]
- article-paragraph: He gazed upon her in fond admiration. He loved her to distraction. Lovers had loved before, lovers might love again, but no lover had loved, could, or should love as he loved Dora. The sun shone on Dora, the stars shone on Dora, the birds sang on Dora, and the flowers sent out their perfume for her. Ah! she loved him, too! And Ferdinand exclaimed with starting suddenness: "What in the world ever induced you, Dora, to care for a fellow like me?" "I really don't know, but pa threatens to send me to a brain specialist.": [675, 2125, 861, 2324]
- article-paragraph: Asa Goddard, of the American Automobile association, was recounting in Worcester some of his touring adventures.: [1278, 630, 1444, 693]
- article-deck: Two Will Die as Result of Accident Near Russell.: [498, 205, 636, 229]
- article-headline: A Nice Sentence.: [1312, 1200, 1410, 1213]
- article-headline: ELEVEN HURT IN WRECK.: [496, 192, 637, 204]
- column-3: [468, 49, 666, 2464]
- masthead-dateline: [42, 90, 250, 103]
- column-6: [1075, 49, 1269, 2398]
- article-paragraph: Paris.—Minister of Foreign Affairs Pichon has given an interview to the Matin in which he says: "The government will send no more troops into Morocco. On no account do we intend to embark upon a work of conquest." The Matin publishes a dispatch from its correspondent at Casablanca saying that the fighting between the natives and the men of Gen. Drude's command lasted all day Saturday, but quieted down Saturday night and Sunday.: [1082, 1065, 1261, 1252]
- article-headline: DARING CHICAGO ROBBERY.: [1092, 1539, 1252, 1552]
- article-deck: Unnerved by Dreadful Possibilities of the Future.: [695, 69, 841, 93]
- article-deck: Wanted on a Score of Counts for Fraud.: [283, 216, 442, 240]
- article-paragraph: Creston.—W. J. Taylor of this city sustained an accident and in his case, what he escaped is more remarkable than what he suffered. He was crossing the switch yards of the Burlington road in this city when he was run down by a switch engine and knocked down squarely on the track and to the horrified crew who witnessed the accident it seemed as if he had gone directly under the engine. Brakes were thrown on and the engine was hastily backed up, and the man picked himself up, shook his clothes and walked off without making any remarks or apparently realizing how near death he had been.: [476, 1802, 658, 2038]
- article-headline: No Lives Lost in Tornado.: [898, 1586, 1045, 1598]
- article-paragraph: Tangier.—Kaid Sir Harry MacLean has been handed over by his captor, the bandit Raisuli, to the Elkmes tribe, who in their turn set him at liberty.: [1082, 1471, 1261, 1533]
- article-headline: Somewhat Disconcerting.: [695, 2110, 841, 2122]
